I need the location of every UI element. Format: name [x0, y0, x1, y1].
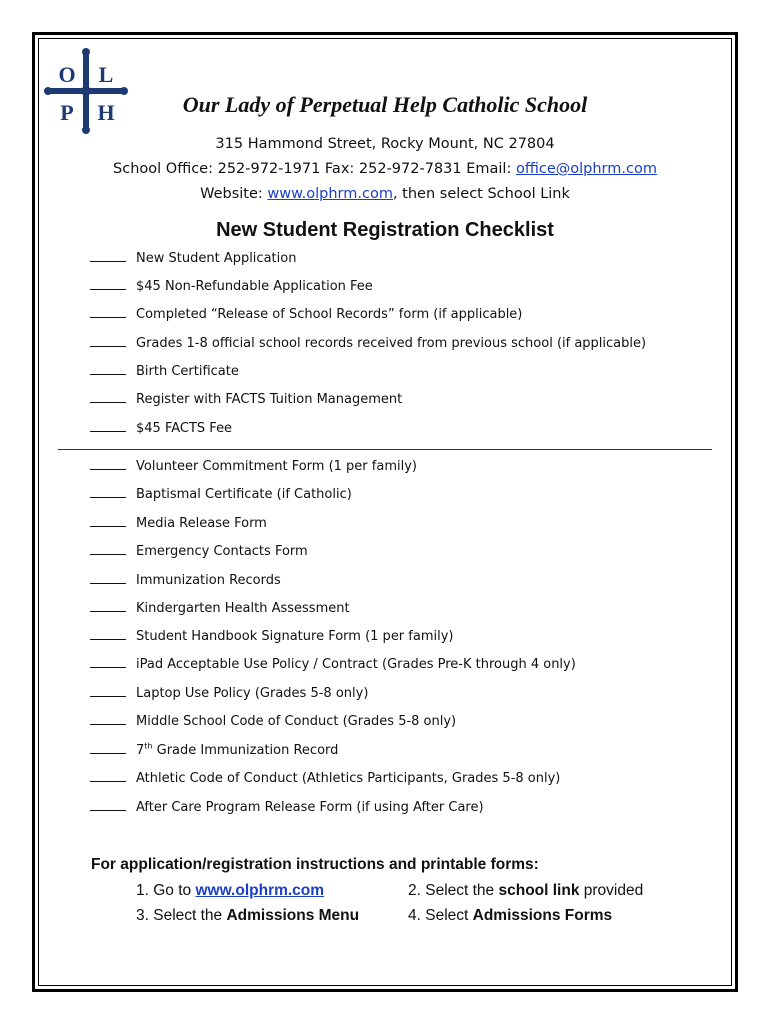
checklist-label: $45 FACTS Fee: [136, 421, 233, 436]
step-text: 2. Select the: [408, 882, 499, 899]
checklist-label: Immunization Records: [136, 573, 281, 588]
checklist-label: Media Release Form: [136, 516, 267, 531]
checkbox-blank: [90, 544, 126, 555]
checkbox-blank: [90, 336, 126, 347]
checklist-item: [90, 487, 352, 507]
checkbox-blank: [90, 487, 126, 498]
checklist-label: Kindergarten Health Assessment: [136, 601, 350, 616]
checkbox-blank: [90, 800, 126, 811]
checklist-label: Grades 1-8 official school records received from previous school (if applicable): [136, 336, 647, 351]
step-text: 4. Select: [408, 907, 473, 924]
checkbox-blank: [90, 459, 126, 470]
checklist-label: After Care Program Release Form (if using After Care): [136, 800, 484, 815]
website-link[interactable]: www.olphrm.com: [195, 882, 325, 899]
checklist-label: Baptismal Certificate (if Catholic): [136, 487, 352, 502]
checkbox-blank: [90, 251, 126, 262]
checkbox-blank: [90, 421, 126, 432]
instruction-step-4: [408, 907, 612, 925]
checkbox-blank: [90, 629, 126, 640]
checklist-label: Student Handbook Signature Form (1 per family): [136, 629, 454, 644]
checklist-label: $45 Non-Refundable Application Fee: [136, 279, 373, 294]
step-emphasis: Admissions Forms: [472, 907, 613, 924]
checklist-label: Register with FACTS Tuition Management: [136, 392, 403, 407]
checklist-item: [90, 421, 232, 441]
website-line: [40, 186, 730, 202]
school-name: Our Lady of Perpetual Help Catholic School: [182, 92, 588, 117]
checklist-item: [90, 771, 560, 791]
checklist-label: Middle School Code of Conduct (Grades 5-8 only): [136, 714, 457, 729]
checklist-item: [90, 364, 239, 384]
checkbox-blank: [90, 657, 126, 668]
checklist-label: Birth Certificate: [136, 364, 239, 379]
checklist-item: [90, 601, 350, 621]
checkbox-blank: [90, 279, 126, 290]
checklist-label: Emergency Contacts Form: [136, 544, 308, 559]
instruction-step-1: [136, 882, 324, 900]
website-link[interactable]: www.olphrm.com: [267, 186, 393, 202]
checkbox-blank: [90, 601, 126, 612]
checklist-item: [90, 459, 417, 479]
checkbox-blank: [90, 516, 126, 527]
checklist-item: [90, 392, 402, 412]
checklist-item: [90, 629, 453, 649]
ordinal-suffix: th: [144, 742, 153, 751]
page-title: New Student Registration Checklist: [216, 219, 554, 241]
checklist-label: New Student Application: [136, 251, 297, 266]
contact-line: [40, 161, 730, 177]
checklist-item: [90, 573, 281, 593]
checklist-label: Completed “Release of School Records” form (if applicable): [136, 307, 523, 322]
school-logo: [44, 48, 128, 134]
contact-text: School Office: 252-972-1971 Fax: 252-972-7831 Email:: [113, 161, 516, 177]
step-text: provided: [579, 882, 644, 899]
checklist-item: [90, 714, 456, 734]
checkbox-blank: [90, 743, 126, 754]
instruction-step-2: [408, 882, 643, 900]
checklist-item: [90, 742, 338, 762]
checklist-item: [90, 279, 373, 299]
checklist-item: [90, 657, 576, 677]
section-divider: [58, 449, 712, 450]
checklist-label: [136, 743, 338, 758]
step-emphasis: Admissions Menu: [226, 907, 360, 924]
checklist-item: [90, 686, 368, 706]
checkbox-blank: [90, 771, 126, 782]
checklist-item: [90, 516, 267, 536]
grade-number: 7: [136, 743, 145, 759]
logo-letter-l: L: [98, 62, 114, 87]
checklist-item: [90, 336, 646, 356]
checkbox-blank: [90, 573, 126, 584]
checklist-label: Athletic Code of Conduct (Athletics Participants, Grades 5-8 only): [136, 771, 561, 786]
checkbox-blank: [90, 686, 126, 697]
logo-letter-p: P: [60, 100, 74, 125]
school-address: 315 Hammond Street, Rocky Mount, NC 27804: [215, 136, 555, 152]
email-link[interactable]: office@olphrm.com: [515, 161, 657, 177]
page-border-inner: [38, 38, 732, 986]
grade-label-rest: Grade Immunization Record: [152, 743, 339, 759]
logo-letter-h: H: [97, 100, 115, 125]
website-label: Website:: [200, 186, 268, 202]
step-text: 1. Go to: [136, 882, 196, 899]
instructions-heading: For application/registration instructions and printable forms:: [91, 856, 539, 873]
checkbox-blank: [90, 307, 126, 318]
website-suffix: , then select School Link: [392, 186, 570, 202]
checklist-item: [90, 251, 296, 271]
logo-letter-o: O: [58, 62, 76, 87]
checkbox-blank: [90, 364, 126, 375]
step-text: 3. Select the: [136, 907, 227, 924]
checklist-label: Laptop Use Policy (Grades 5-8 only): [136, 686, 369, 701]
checklist-item: [90, 307, 522, 327]
checklist-label: Volunteer Commitment Form (1 per family): [136, 459, 417, 474]
checkbox-blank: [90, 392, 126, 403]
checklist-item: [90, 544, 308, 564]
checklist-label: iPad Acceptable Use Policy / Contract (Grades Pre-K through 4 only): [136, 657, 576, 672]
step-emphasis: school link: [498, 882, 580, 899]
checkbox-blank: [90, 714, 126, 725]
checklist-item: [90, 800, 484, 820]
instruction-step-3: [136, 907, 359, 925]
